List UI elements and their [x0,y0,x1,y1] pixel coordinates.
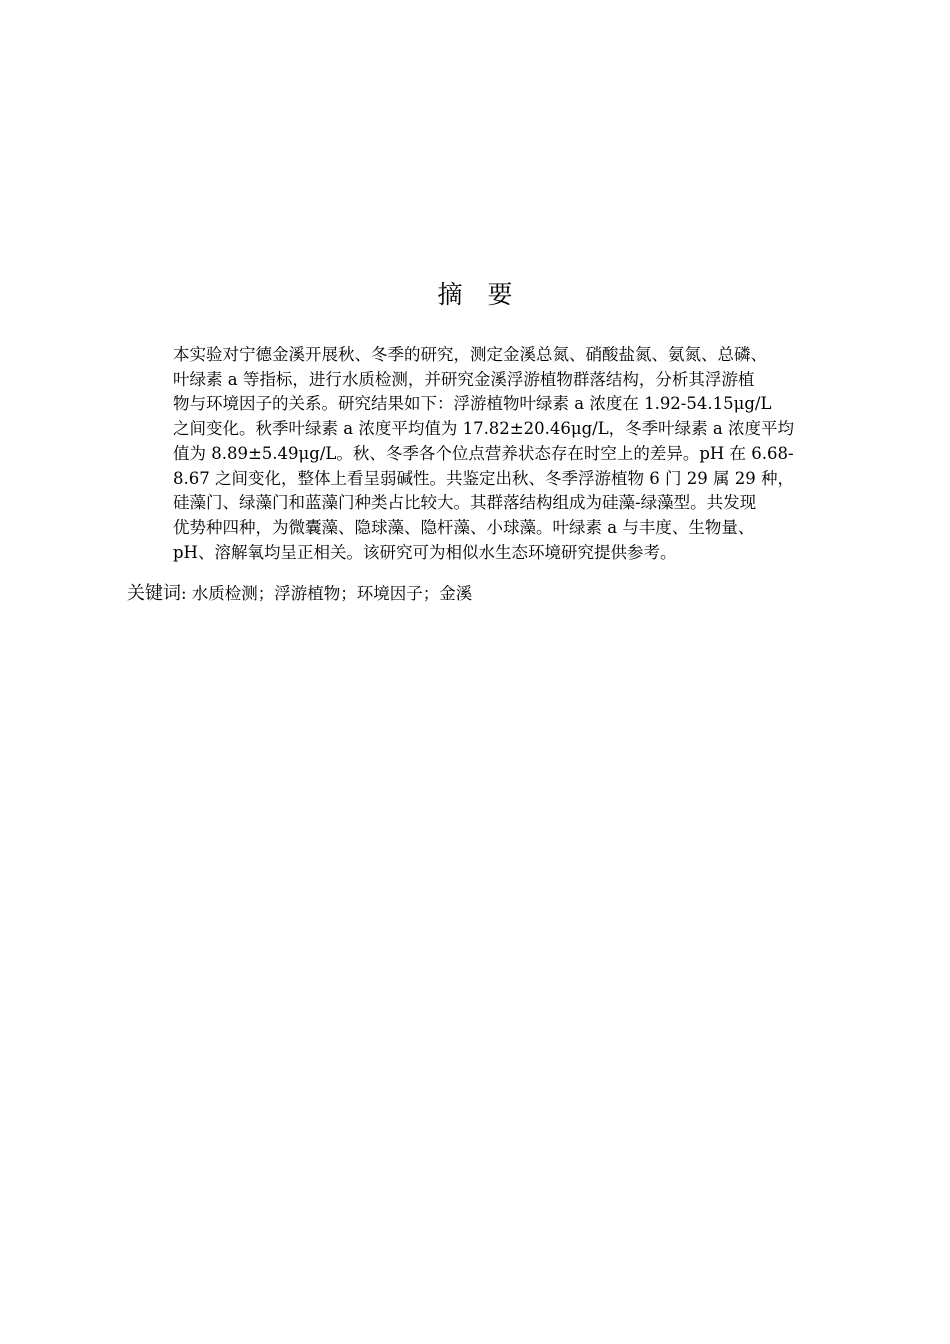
abstract-line: 本实验对宁德金溪开展秋、冬季的研究，测定金溪总氮、硝酸盐氮、氨氮、总磷、 [173,345,767,364]
keywords-label: 关键词 [127,583,181,604]
abstract-line: 硅藻门、绿藻门和蓝藻门种类占比较大。其群落结构组成为硅藻-绿藻型。共发现 [173,493,757,513]
abstract-line: 8.67 之间变化，整体上看呈弱碱性。共鉴定出秋、冬季浮游植物 6 门 29 属 29 种， [173,468,794,488]
abstract-line: 物与环境因子的关系。研究结果如下：浮游植物叶绿素 a 浓度在 1.92-54.15μg/L [173,394,772,414]
abstract-line: 叶绿素 a 等指标，进行水质检测，并研究金溪浮游植物群落结构，分析其浮游植 [173,369,755,389]
abstract-body [173,343,863,565]
keywords-text: : 水质检测；浮游植物；环境因子；金溪 [181,584,473,603]
keywords-line [127,581,867,607]
abstract-line: pH、溶解氧均呈正相关。该研究可为相似水生态环境研究提供参考。 [173,542,677,562]
abstract-line: 值为 8.89±5.49μg/L。秋、冬季各个位点营养状态存在时空上的差异。pH 在 6.68- [173,443,794,463]
abstract-title: 摘 要 [437,280,513,309]
abstract-line: 优势种四种，为微囊藻、隐球藻、隐杆藻、小球藻。叶绿素 a 与丰度、生物量、 [173,517,755,537]
abstract-line: 之间变化。秋季叶绿素 a 浓度平均值为 17.82±20.46μg/L，冬季叶绿素 a 浓度平均 [173,419,794,439]
